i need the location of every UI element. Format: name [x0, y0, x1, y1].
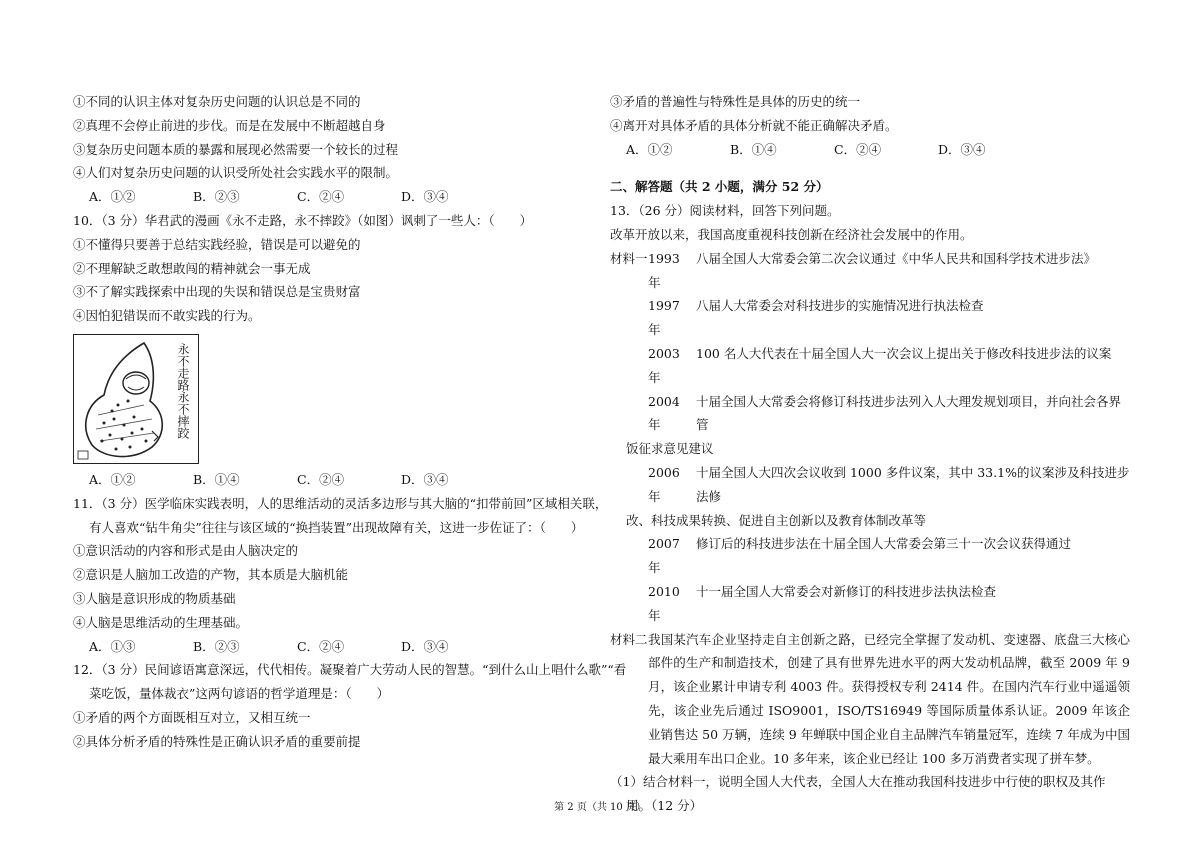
material-year: 1993 年 — [648, 250, 680, 290]
page-footer: 第 2 页（共 10 页） — [554, 802, 646, 813]
option-a: A．①② — [89, 471, 136, 487]
q13-stem: 13．（26 分）阅读材料，回答下列问题。 — [610, 203, 840, 219]
q12-stem-cont: 菜吃饭，量体裁衣”这两句谚语的哲学道理是：（ ） — [89, 686, 390, 702]
material-year: 2007 年 — [648, 536, 680, 576]
option-c: C．②④ — [297, 189, 345, 205]
option-b: B．①④ — [193, 471, 240, 487]
material-1-row — [610, 532, 1130, 580]
material-1-row — [610, 390, 1130, 438]
q12-item: ④离开对具体矛盾的具体分析就不能正确解决矛盾。 — [610, 117, 898, 133]
material-1-row — [610, 461, 1130, 509]
material-1-row — [610, 294, 1130, 342]
material-text: 饭征求意见建议 — [626, 441, 714, 457]
material-text: 十届全国人大常委会将修订科技进步法列入人大理发规划项目，并向社会各界管 — [696, 393, 1122, 433]
cartoon-caption: 永不走路永不摔跤 — [176, 342, 190, 439]
material-text: 修订后的科技进步法在十届全国人大常委会第三十一次会议获得通过 — [696, 536, 1072, 552]
option-b: B．①④ — [730, 141, 777, 157]
q12-item: ②具体分析矛盾的特殊性是正确认识矛盾的重要前提 — [73, 733, 361, 749]
q10-stem: 10．（3 分）华君武的漫画《永不走路，永不摔跤》（如图）讽刺了一些人：（ ） — [73, 212, 533, 228]
option-d: D．③④ — [401, 471, 449, 487]
material-year: 2003 年 — [648, 345, 680, 385]
material-year: 2004 年 — [648, 393, 680, 433]
q12-item: ①矛盾的两个方面既相互对立，又相互统一 — [73, 709, 311, 725]
material-1-row-cont — [610, 437, 1130, 461]
q11-item: ②意识是人脑加工改造的产物，其本质是大脑机能 — [73, 567, 349, 583]
material-1-row — [610, 342, 1130, 390]
material-year: 2006 年 — [648, 464, 680, 504]
option-d: D．③④ — [401, 638, 449, 654]
q11-item: ①意识活动的内容和形式是由人脑决定的 — [73, 543, 299, 559]
material-year: 1997 年 — [648, 298, 680, 338]
q10-item: ③不了解实践探索中出现的失误和错误总是宝贵财富 — [73, 284, 361, 300]
material-text: 八届人大常委会对科技进步的实施情况进行执法检查 — [696, 298, 984, 314]
q11-stem-cont: 有人喜欢“钻牛角尖”往往与该区域的“换挡装置”出现故障有关，这进一步佐证了：（ ） — [89, 519, 584, 535]
option-a: A．①② — [626, 141, 673, 157]
material-text: 十届全国人大四次会议收到 1000 多件议案，其中 33.1%的议案涉及科技进步法修 — [696, 464, 1130, 504]
q9-item: ②真理不会停止前进的步伐。而是在发展中不断超越自身 — [73, 117, 386, 133]
q9-item: ④人们对复杂历史问题的认识受所处社会实践水平的限制。 — [73, 165, 399, 181]
q12-options — [610, 138, 1130, 162]
q10-item: ④因怕犯错误而不敢实践的行为。 — [73, 308, 261, 324]
material-2-label: 材料二 — [610, 631, 648, 647]
material-1-row-cont — [610, 509, 1130, 533]
option-b: B．②③ — [193, 638, 240, 654]
material-text: 改、科技成果转换、促进自主创新以及教育体制改革等 — [626, 512, 927, 528]
option-c: C．②④ — [297, 638, 345, 654]
q9-item: ③复杂历史问题本质的暴露和展现必然需要一个较长的过程 — [73, 141, 399, 157]
material-text: 八届全国人大常委会第二次会议通过《中华人民共和国科学技术进步法》 — [696, 250, 1097, 266]
option-d: D．③④ — [401, 189, 449, 205]
q13-intro: 改革开放以来，我国高度重视科技创新在经济社会发展中的作用。 — [610, 226, 973, 242]
q11-item: ③人脑是意识形成的物质基础 — [73, 590, 236, 606]
q9-options — [73, 185, 573, 209]
option-c: C．②④ — [834, 141, 882, 157]
material-text: 100 名人大代表在十届全国人大一次会议上提出关于修改科技进步法的议案 — [696, 345, 1112, 361]
q10-item: ①不懂得只要善于总结实践经验，错误是可以避免的 — [73, 236, 361, 252]
material-1-row — [610, 580, 1130, 628]
cartoon-image — [73, 334, 199, 464]
option-c: C．②④ — [297, 471, 345, 487]
section-title: 二、解答题（共 2 小题，满分 52 分） — [610, 179, 829, 195]
q12-stem: 12．（3 分）民间谚语寓意深远，代代相传。凝聚着广大劳动人民的智慧。“到什么山上唱什么歌”“看 — [73, 662, 627, 678]
q11-stem: 11．（3 分）医学临床实践表明，人的思维活动的灵活多边形与其大脑的“扣带前回”区域相关联， — [73, 495, 608, 511]
option-a: A．①③ — [89, 638, 136, 654]
material-2-text: 我国某汽车企业坚持走自主创新之路，已经完全掌握了发动机、变速器、底盘三大核心部件的生产和制造技术，创建了具有世界先进水平的两大发动机品牌，截至 2009 年 9 月，该企业累计申请专利 4003 件。获得授权专利 2414 件。在国内汽车行业中遥遥领先，该企业先后通过 ISO9001，ISO/TS16949 等国际质量体系认证。2009 年该企业销售达 50 万辆，连续 9 年蝉联中国企业自主品牌汽车销量冠军，连续 7 年成为中国最大乘用车出口企业。10 多年来，该企业已经让 100 多万消费者实现了拼车梦。 — [648, 631, 1130, 766]
left-column — [73, 90, 627, 754]
q11-item: ④人脑是思维活动的生理基础。 — [73, 614, 249, 630]
option-b: B．②③ — [193, 189, 240, 205]
material-year: 2010 年 — [648, 583, 680, 623]
q11-options — [73, 635, 573, 659]
q12-item: ③矛盾的普遍性与特殊性是具体的历史的统一 — [610, 94, 861, 109]
right-column — [610, 90, 1130, 818]
material-1-row — [610, 247, 1130, 295]
q9-item: ①不同的认识主体对复杂历史问题的认识总是不同的 — [73, 94, 361, 109]
option-d: D．③④ — [938, 141, 986, 157]
option-a: A．①② — [89, 189, 136, 205]
q10-options — [73, 468, 573, 492]
material-2 — [610, 628, 1130, 771]
material-1-label: 材料一 — [610, 250, 648, 266]
material-text: 十一届全国人大常委会对新修订的科技进步法执法检查 — [696, 583, 997, 599]
q13-sub1: （1）结合材料一，说明全国人大代表，全国人大在推动我国科技进步中行使的职权及其作用。（12 分） — [610, 774, 1106, 814]
q10-item: ②不理解缺乏敢想敢闯的精神就会一事无成 — [73, 260, 311, 276]
